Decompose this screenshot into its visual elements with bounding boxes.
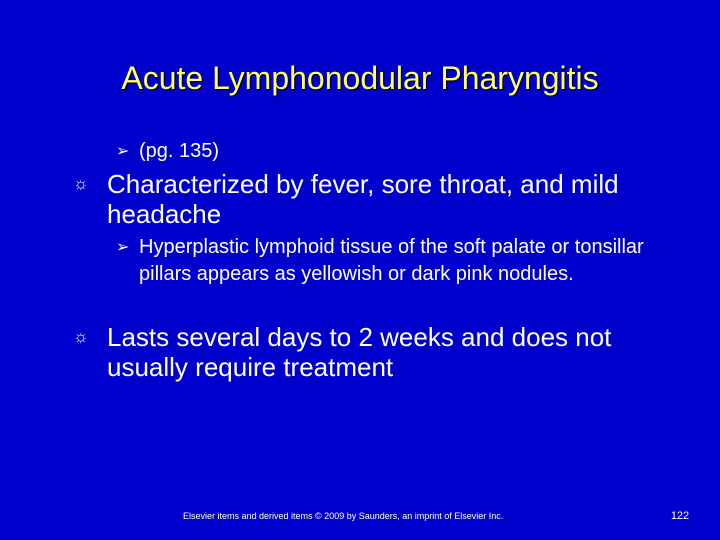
- arrowhead-icon: ➢: [116, 239, 130, 256]
- bullet-text: Characterized by fever, sore throat, and mild headache: [107, 169, 619, 229]
- sub-bullet-text: (pg. 135): [139, 140, 220, 162]
- bullet-text: Lasts several days to 2 weeks and does not usually require treatment: [107, 322, 612, 382]
- copyright-footer: Elsevier items and derived items © 2009 by Saunders, an imprint of Elsevier Inc.: [183, 511, 504, 521]
- sun-icon: ☼: [73, 327, 89, 346]
- sun-icon: ☼: [73, 174, 89, 193]
- slide-title: Acute Lymphonodular Pharyngitis: [121, 60, 599, 96]
- sub-bullet-text: Hyperplastic lymphoid tissue of the soft palate or tonsillar pillars appears as yellowish or dark pink nodules.: [139, 236, 644, 285]
- arrowhead-icon: ➢: [116, 143, 130, 160]
- page-number: 122: [670, 510, 690, 522]
